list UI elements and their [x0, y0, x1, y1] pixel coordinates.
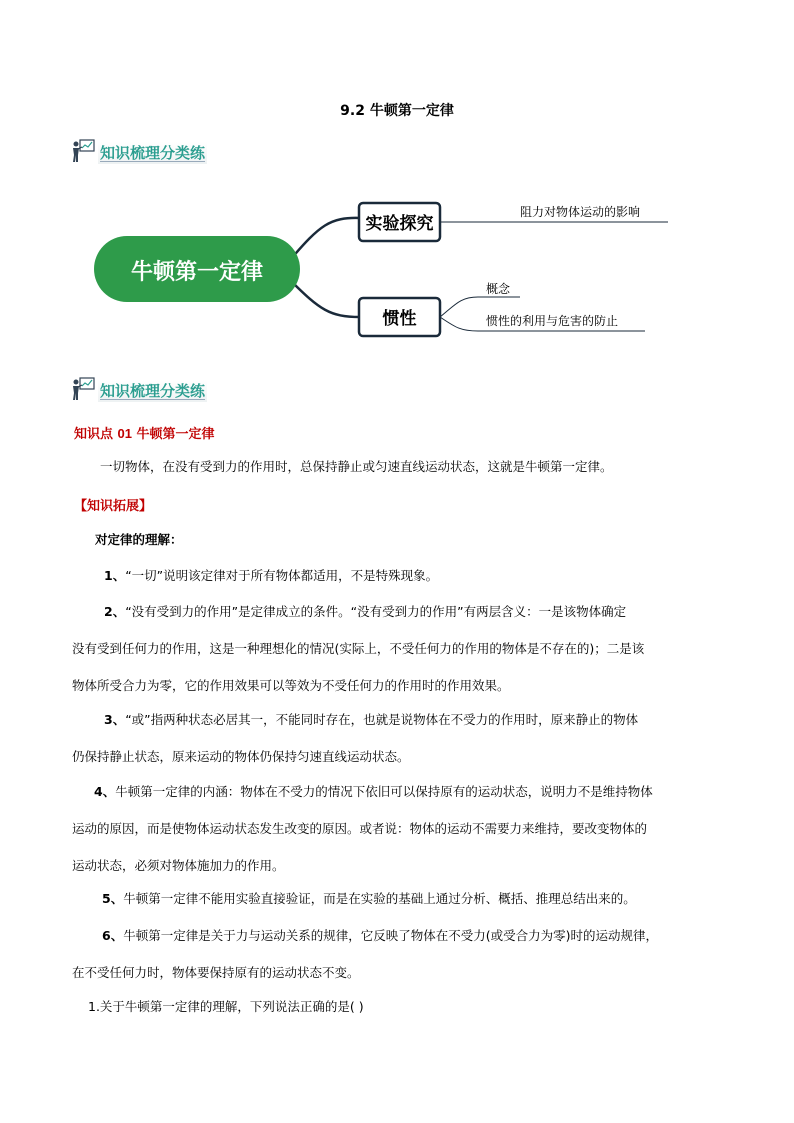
- leaf-label: 阻力对物体运动的影响: [520, 205, 641, 219]
- list-item: [72, 917, 722, 991]
- list-item: [72, 880, 722, 917]
- item-number: 4、: [94, 784, 116, 799]
- branch-label: 惯性: [382, 309, 417, 329]
- item-line: 在不受任何力时，物体要保持原有的运动状态不变。: [72, 965, 360, 980]
- item-line: 牛顿第一定律是关于力与运动关系的规律，它反映了物体在不受力(或受合力为零)时的运动规律，: [123, 928, 658, 943]
- section-heading: [70, 134, 207, 164]
- leaf-label: 惯性的利用与危害的防止: [486, 314, 619, 328]
- item-line: “没有受到力的作用”是定律成立的条件。“没有受到力的作用”有两层含义：一是该物体确定: [125, 604, 627, 619]
- connector-line: [290, 280, 360, 317]
- item-line: 牛顿第一定律不能用实验直接验证，而是在实验的基础上通过分析、概括、推理总结出来的。: [123, 891, 636, 906]
- item-number: 5、: [102, 891, 124, 906]
- knowledge-point-title: [74, 423, 215, 442]
- kp-prefix: 知识点: [74, 427, 114, 442]
- item-line: 运动的原因，而是使物体运动状态发生改变的原因。或者说：物体的运动不需要力来维持，要改变物体的: [72, 821, 648, 836]
- item-line: 仍保持静止状态，原来运动的物体仍保持匀速直线运动状态。: [72, 749, 410, 764]
- definition-text: 一切物体，在没有受到力的作用时，总保持静止或匀速直线运动状态，这就是牛顿第一定律。: [100, 459, 613, 474]
- item-line: 物体所受合力为零，它的作用效果可以等效为不受任何力的作用时的作用效果。: [72, 678, 510, 693]
- kp-name: 牛顿第一定律: [136, 427, 215, 442]
- question-1: 1.关于牛顿第一定律的理解，下列说法正确的是( ): [88, 999, 364, 1014]
- list-item: [72, 773, 722, 884]
- item-line: 牛顿第一定律的内涵：物体在不受力的情况下依旧可以保持原有的运动状态，说明力不是维持物体: [115, 784, 653, 799]
- item-line: “或”指两种状态必居其一，不能同时存在，也就是说物体在不受力的作用时，原来静止的物体: [125, 712, 639, 727]
- item-number: 2、: [104, 604, 126, 619]
- item-number: 6、: [102, 928, 124, 943]
- item-number: 1、: [104, 568, 126, 583]
- mind-map: [0, 185, 794, 360]
- kp-number: 01: [117, 426, 133, 441]
- list-item: [72, 593, 722, 704]
- branch-label: 实验探究: [365, 214, 434, 234]
- expand-heading: 【知识拓展】: [74, 499, 153, 514]
- connector-line: [290, 218, 360, 260]
- center-node-label: 牛顿第一定律: [130, 260, 264, 285]
- item-line: 没有受到任何力的作用，这是一种理想化的情况(实际上，不受任何力的作用的物体是不存在的)；二是该: [72, 641, 645, 656]
- understanding-heading: 对定律的理解：: [95, 532, 183, 547]
- teacher-board-icon: [70, 376, 96, 402]
- teacher-board-icon: [70, 138, 96, 164]
- item-number: 3、: [104, 712, 126, 727]
- leaf-label: 概念: [486, 282, 511, 296]
- list-item: [72, 701, 722, 775]
- section-label: 知识梳理分类练: [100, 382, 206, 400]
- section-heading: [70, 372, 207, 402]
- item-line: 运动状态，必须对物体施加力的作用。: [72, 858, 285, 873]
- section-label: 知识梳理分类练: [100, 144, 206, 162]
- page-title: 9.2 牛顿第一定律: [340, 103, 454, 119]
- list-item: [72, 557, 722, 594]
- item-line: “一切”说明该定律对于所有物体都适用，不是特殊现象。: [125, 568, 439, 583]
